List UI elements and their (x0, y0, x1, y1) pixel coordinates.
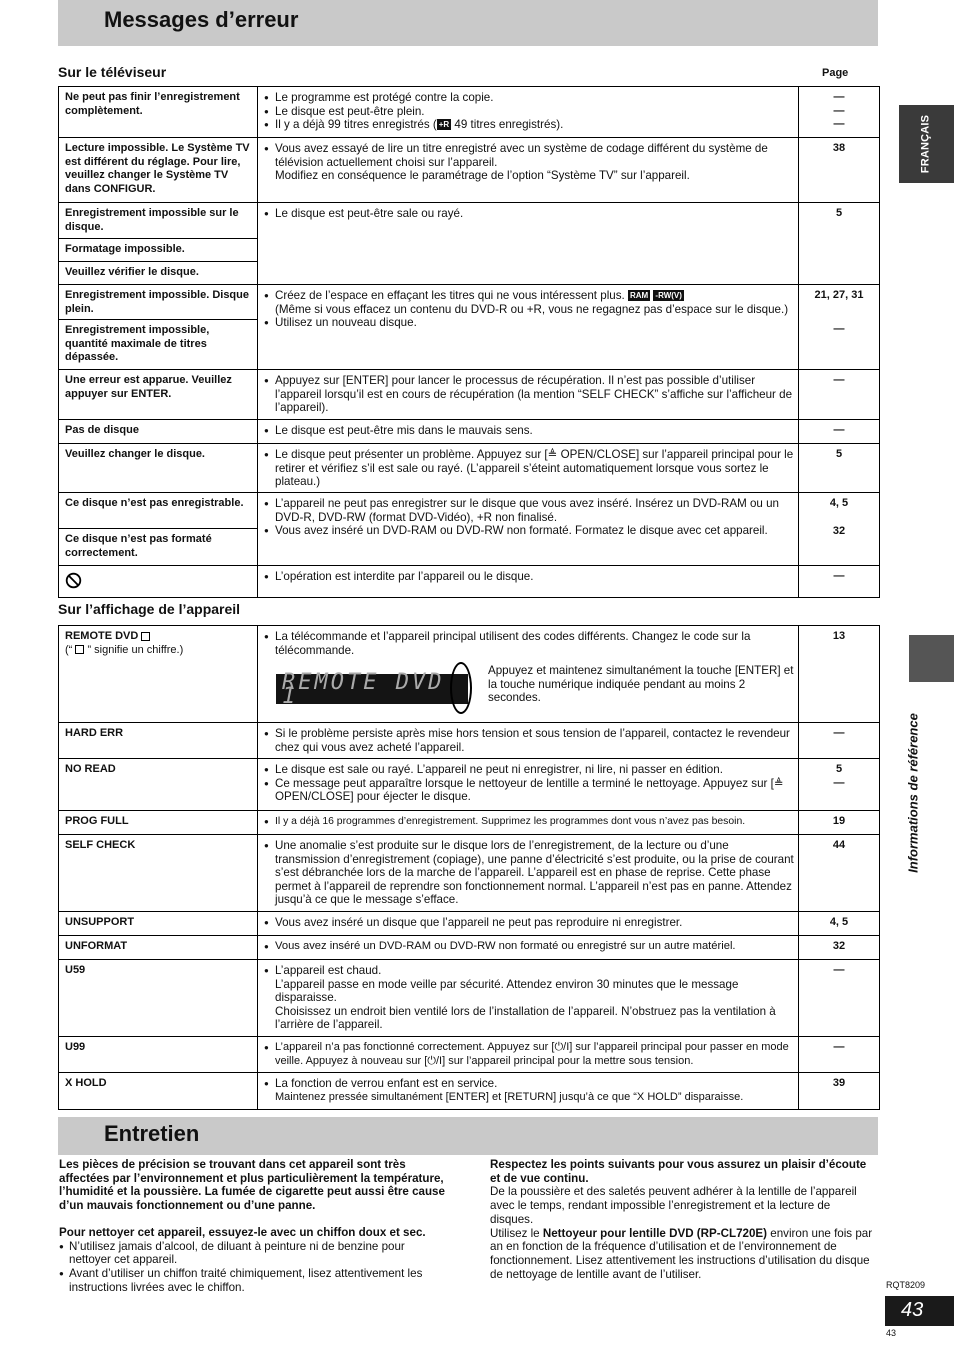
reference-section-label: Informations de référence (905, 713, 921, 873)
error-message: Ne peut pas finir l’enregistrement complètement. (59, 87, 258, 138)
lens-care-text: De la poussière et des saletés peuvent adhérer à la lentille de l’appareil avec le temps, rendant impossible l’enregistrement et la lecture de disques. (490, 1185, 857, 1226)
error-description: ● L’appareil ne peut pas enregistrer sur le disque que vous avez inséré. Insérez un DVD-RAM ou un DVD-R, DVD-RW (format DVD-Vidéo), +R non finalisé. ● Vous avez inséré un DVD-RAM ou DVD-RW non formaté. Formatez le disque avec cet appareil. (258, 493, 799, 566)
maintenance-banner (58, 1117, 878, 1155)
error-message: SELF CHECK (59, 835, 258, 912)
list-item: ● N’utilisez jamais d’alcool, de diluant à peinture ni de benzine pour nettoyer cet appareil. (59, 1240, 449, 1267)
table-row (59, 370, 880, 420)
table-row (59, 835, 880, 912)
page-ref: 19 (799, 811, 880, 835)
error-description: ● L’appareil est chaud. L’appareil passe en mode veille par sécurité. Attendez environ 30 minutes que le message disparaisse. Choisissez un endroit bien ventilé lors de l’installation de l’appareil. N’obstruez pas la ventilation à l’arrière de l’appareil. (258, 960, 799, 1037)
error-message: Enregistrement impossible sur le disque. (59, 203, 258, 239)
error-description: ● Une anomalie s’est produite sur le disque lors de l’enregistrement, de la lecture ou d’une transmission d’enregistrement (copiage), une panne d’électricité s’est produite, ou la prise de courant s’est débranchée lors de la marche de l’appareil. L’appareil est en phase de reprise. Cette phase permet à l’appareil de reprendre son fonctionnement normal. L’appareil n’est pas en panne. Attendez jusqu’à ce que le message s’efface. (258, 835, 799, 912)
error-message: Formatage impossible. (59, 239, 258, 262)
page-number-box (885, 1296, 954, 1326)
lens-cleaner-text: Utilisez le Nettoyeur pour lentille DVD (RP-CL720E) environ une fois par an en fonction de la fréquence d’utilisation et de l’environnement de fonctionnement. Lisez attentivement les instructions d’utilisation du disque de nettoyage de lentille avant de l’utiliser. (490, 1226, 873, 1281)
table-row (59, 1073, 880, 1110)
error-description: ● Vous avez inséré un DVD-RAM ou DVD-RW non formaté ou enregistré sur un autre matériel. (258, 936, 799, 960)
page-ref: — (799, 723, 880, 759)
language-label: FRANÇAIS (919, 114, 932, 174)
page-ref: 39 (799, 1073, 880, 1110)
error-message: Enregistrement impossible, quantité maximale de titres dépassée. (59, 320, 258, 370)
unit-errors-table (58, 625, 880, 1110)
page-ref: — (799, 960, 880, 1037)
cleaning-instruction: Pour nettoyer cet appareil, essuyez-le avec un chiffon doux et sec. (59, 1225, 426, 1239)
page-ref: 44 (799, 835, 880, 912)
table-row (59, 138, 880, 203)
remote-hint: Appuyez et maintenez simultanément la touche [ENTER] et la touche numérique indiquée pendant au moins 2 secondes. (488, 664, 794, 704)
error-description: ● Si le problème persiste après mise hors tension et sous tension de l’appareil, contactez le revendeur chez qui vous avez acheté l’appareil. (258, 723, 799, 759)
table-row (59, 626, 880, 723)
maintenance-left-column (59, 1158, 449, 1294)
table-row (59, 723, 880, 759)
page-ref: — — — (799, 87, 880, 138)
page-ref: — (799, 1037, 880, 1073)
page-ref: 5 (799, 444, 880, 493)
table-row (59, 912, 880, 936)
error-message: U99 (59, 1037, 258, 1073)
error-description: ● La fonction de verrou enfant est en service. Maintenez pressée simultanément [ENTER] et [RETURN] jusqu’à ce que “X HOLD” disparaisse. (258, 1073, 799, 1110)
language-tab (899, 105, 954, 183)
error-message: Une erreur est apparue. Veuillez appuyer sur ENTER. (59, 370, 258, 420)
list-item: ● Avant d’utiliser un chiffon traité chimiquement, lisez attentivement les instructions livrées avec le chiffon. (59, 1267, 449, 1294)
environment-warning: Les pièces de précision se trouvant dans cet appareil sont très affectées par l’environnement et plus particulièrement la température, l’humidité et la poussière. La fumée de cigarette peut aussi être cause d’un mauvais fonctionnement ou d’une panne. (59, 1158, 445, 1213)
error-message: Ce disque n’est pas enregistrable. (59, 493, 258, 529)
page-number: 43 (901, 1299, 924, 1321)
error-message: HARD ERR (59, 723, 258, 759)
prohibited-icon (65, 572, 82, 589)
tv-section-title: Sur le téléviseur (58, 64, 167, 80)
digit-placeholder-box (141, 632, 150, 641)
plus-r-badge: +R (438, 120, 450, 130)
table-row (59, 444, 880, 493)
page-ref: 32 (799, 936, 880, 960)
table-row (59, 936, 880, 960)
table-row (59, 203, 880, 239)
table-row (59, 566, 880, 598)
ram-badge: RAM (629, 291, 649, 301)
table-row (59, 420, 880, 444)
error-description: ● Il y a déjà 16 programmes d’enregistrement. Supprimez les programmes dont vous n’avez pas besoin. (258, 811, 799, 835)
rw-v-badge: -RW(V) (655, 291, 682, 301)
document-code: RQT8209 (886, 1280, 926, 1290)
table-row (59, 1037, 880, 1073)
tv-errors-table (58, 86, 880, 598)
page-ref: 13 (799, 626, 880, 723)
table-row (59, 87, 880, 138)
error-message: Pas de disque (59, 420, 258, 444)
table-row (59, 285, 880, 320)
error-message: Enregistrement impossible. Disque plein. (59, 285, 258, 320)
unit-section-title: Sur l’affichage de l’appareil (58, 601, 241, 617)
errors-banner (58, 0, 878, 46)
error-description: ● Vous avez essayé de lire un titre enregistré avec un système de codage différent du système de télévision actuellement choisi sur l’appareil. Modifiez en conséquence le paramétrage de l’option “Système TV” sur l’appareil. (258, 138, 799, 203)
error-description: ● Le disque est peut-être mis dans le mauvais sens. (258, 420, 799, 444)
error-description: ● Vous avez inséré un disque que l’appareil ne peut pas reproduire ni enregistrer. (258, 912, 799, 936)
error-description: ● Le programme est protégé contre la copie. ● Le disque est peut-être plein. ● Il y a déjà 99 titres enregistrés ( +R 49 titres enregistrés). (258, 87, 799, 138)
error-description: ● Créez de l’espace en effaçant les titres qui ne vous intéressent plus. RAM -RW(V) (Même si vous effacez un contenu du DVD-R ou +R, vous ne regagnez pas d’espace sur le disque.) ● Utilisez un nouveau disque. (258, 285, 799, 370)
page-ref: 5 — (799, 759, 880, 811)
page-ref: 21, 27, 31 — (799, 285, 880, 370)
error-message: UNFORMAT (59, 936, 258, 960)
error-description: ● L’opération est interdite par l’appareil ou le disque. (258, 566, 799, 598)
maintenance-right-column (490, 1158, 874, 1281)
digit-placeholder-box (75, 645, 84, 654)
error-message: REMOTE DVD (“ ” signifie un chiffre.) (59, 626, 258, 723)
error-message: U59 (59, 960, 258, 1037)
error-description: ● L’appareil n’a pas fonctionné correctement. Appuyez sur [⏻/I] sur l’appareil principal pour passer en mode veille. Appuyez à nouveau sur [⏻/I] sur l’appareil principal pour la mettre sous tension. (258, 1037, 799, 1073)
highlight-circle (450, 662, 472, 714)
error-description: ● Appuyez sur [ENTER] pour lancer le processus de récupération. Il n’est pas possible d’utiliser l’appareil lorsqu’il est en cours de récupération (la mention “SELF CHECK” s’affiche sur l’afficheur de l’appareil). (258, 370, 799, 420)
error-description: ● Le disque peut présenter un problème. Appuyez sur [≜ OPEN/CLOSE] sur l’appareil principal pour le retirer et vérifiez s’il est sale ou rayé. (L’appareil s’éteint automatiquement lorsque vous sortez le plateau.) (258, 444, 799, 493)
error-message (59, 566, 258, 598)
remote-display-figure (262, 659, 794, 719)
page-ref: 4, 5 32 (799, 493, 880, 566)
table-row (59, 960, 880, 1037)
lcd-display: REMOTE DVD 1 (276, 674, 468, 704)
error-description: ● Le disque est sale ou rayé. L’appareil ne peut ni enregistrer, ni lire, ni passer en édition. ● Ce message peut apparaître lorsque le nettoyeur de lentille a terminé le nettoyage. Appuyez sur [≜ OPEN/CLOSE] pour éjecter le disque. (258, 759, 799, 811)
maintenance-heading: Entretien (104, 1121, 200, 1146)
page-column-header: Page (822, 67, 849, 79)
error-message: Veuillez vérifier le disque. (59, 262, 258, 285)
table-row (59, 493, 880, 529)
table-row (59, 811, 880, 835)
error-description: ● La télécommande et l’appareil principal utilisent des codes différents. Changez le code sur la télécommande. REMOTE DVD 1 Appuyez et maintenez simultanément la touche [ENTER] et la touche numérique indiquée pendant au moins 2 secondes. (258, 626, 799, 723)
table-row (59, 759, 880, 811)
page-ref: 4, 5 (799, 912, 880, 936)
error-message: UNSUPPORT (59, 912, 258, 936)
error-message: Lecture impossible. Le Système TV est différent du réglage. Pour lire, veuillez changer le Système TV dans CONFIGUR. (59, 138, 258, 203)
page-ref: 5 (799, 203, 880, 285)
error-description: ● Le disque est peut-être sale ou rayé. (258, 203, 799, 285)
error-message: PROG FULL (59, 811, 258, 835)
titles-recorded-note: ● Il y a déjà 99 titres enregistrés ( +R 49 titres enregistrés). (262, 118, 794, 132)
page-ref: — (799, 420, 880, 444)
page-ref: — (799, 566, 880, 598)
section-marker (909, 635, 954, 682)
lens-care-heading: Respectez les points suivants pour vous assurez un plaisir d’écoute et de vue continu. (490, 1158, 867, 1185)
error-message: X HOLD (59, 1073, 258, 1110)
error-message: Ce disque n’est pas formaté correctement. (59, 529, 258, 566)
page-number-small: 43 (886, 1328, 897, 1338)
error-message: NO READ (59, 759, 258, 811)
error-message: Veuillez changer le disque. (59, 444, 258, 493)
page-ref: — (799, 370, 880, 420)
page-ref: 38 (799, 138, 880, 203)
errors-heading: Messages d’erreur (104, 7, 299, 32)
